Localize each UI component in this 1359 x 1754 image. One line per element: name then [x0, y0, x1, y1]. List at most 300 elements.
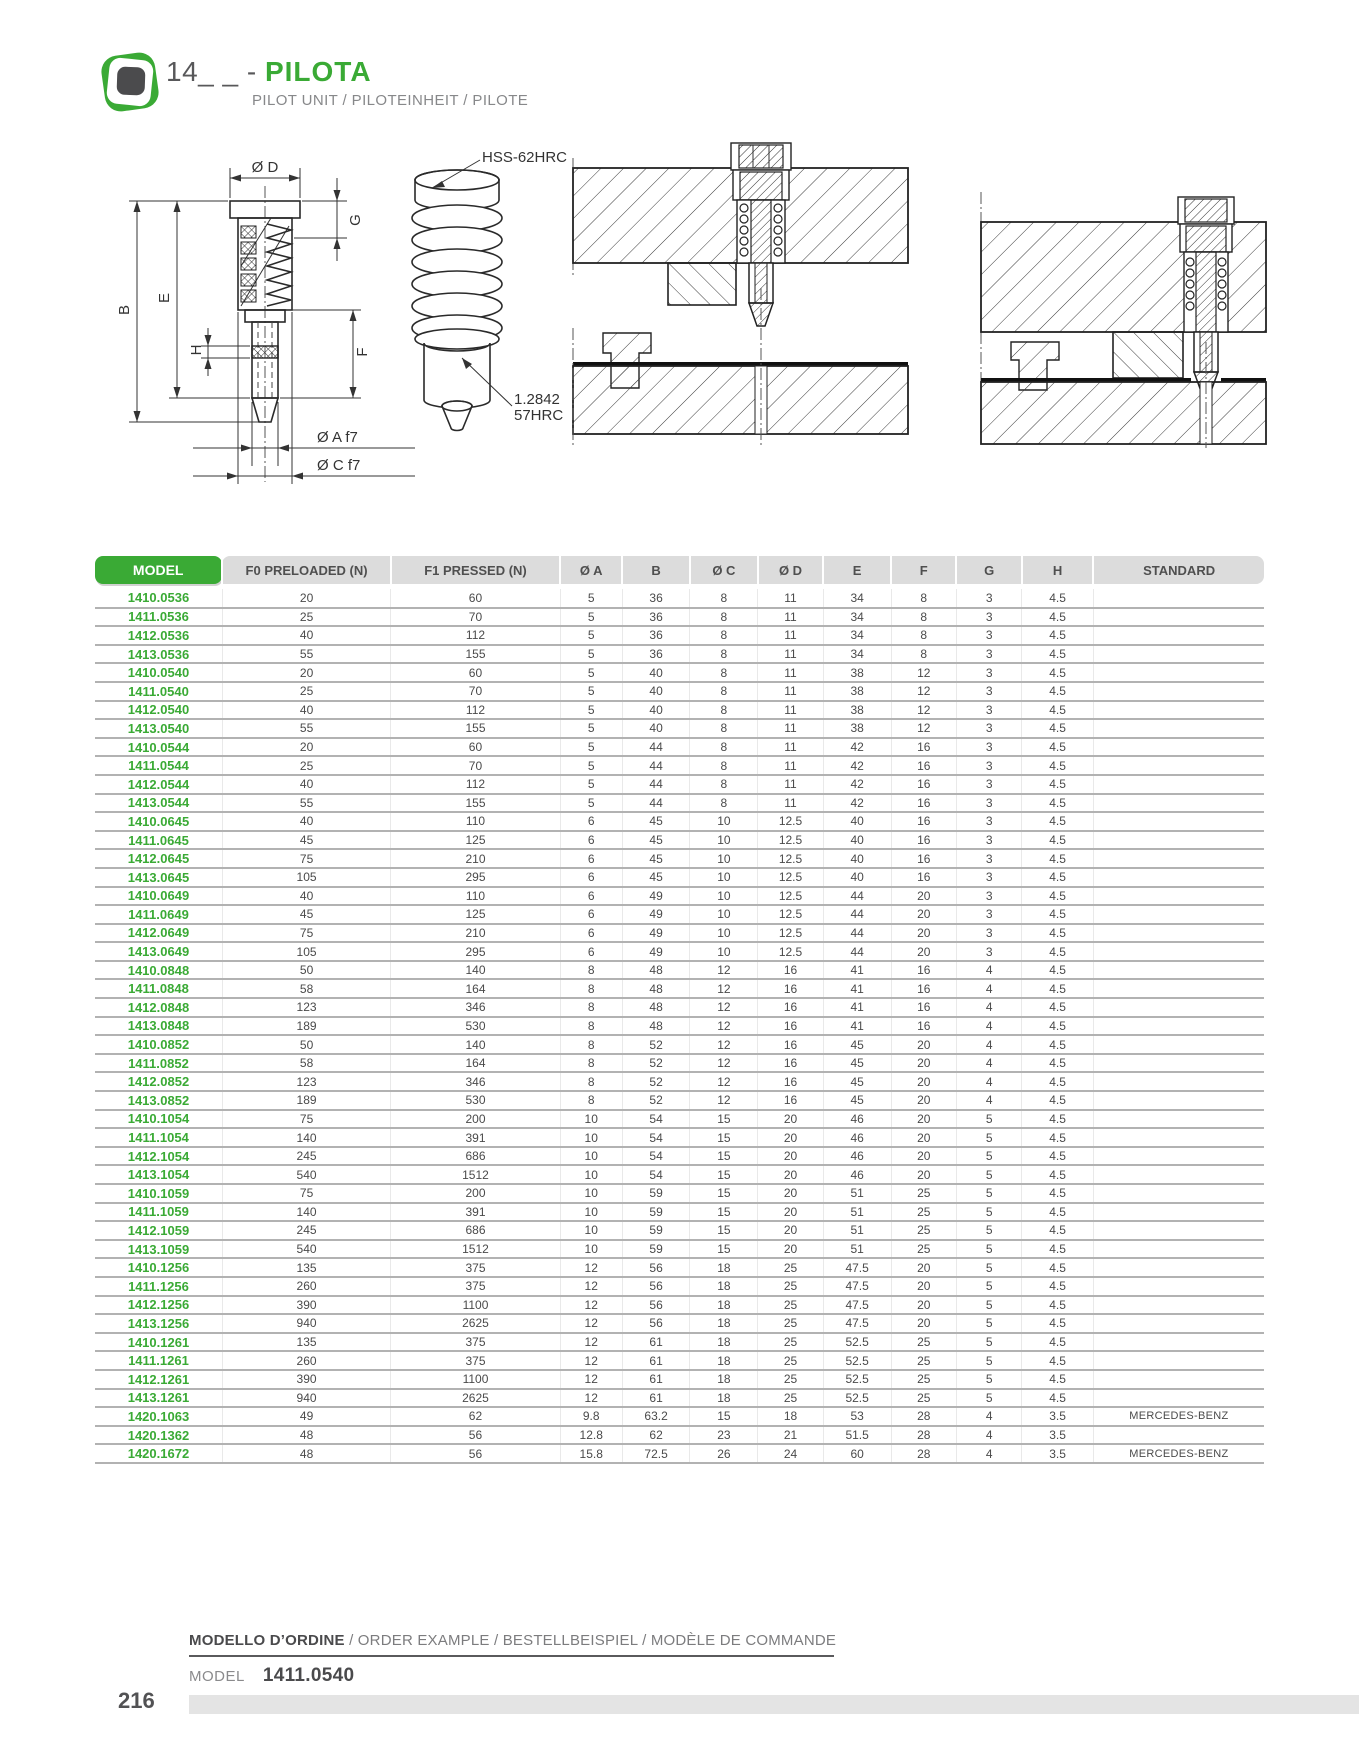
- standard-cell: [1093, 1128, 1264, 1147]
- value-cell: 12.5: [758, 849, 823, 868]
- standard-cell: [1093, 626, 1264, 645]
- value-cell: 16: [891, 756, 956, 775]
- value-cell: 20: [891, 1054, 956, 1073]
- value-cell: 18: [690, 1351, 758, 1370]
- value-cell: 105: [222, 868, 390, 887]
- model-cell: 1413.0544: [95, 794, 222, 813]
- model-cell: 1420.1063: [95, 1407, 222, 1426]
- table-row: [95, 589, 1264, 608]
- model-cell: 1413.0645: [95, 868, 222, 887]
- value-cell: 155: [391, 794, 561, 813]
- value-cell: 16: [891, 794, 956, 813]
- value-cell: 12.5: [758, 831, 823, 850]
- value-cell: 189: [222, 1091, 390, 1110]
- value-cell: 112: [391, 626, 561, 645]
- value-cell: 5: [956, 1184, 1021, 1203]
- standard-cell: [1093, 1370, 1264, 1389]
- value-cell: 10: [560, 1128, 622, 1147]
- value-cell: 5: [560, 682, 622, 701]
- value-cell: 189: [222, 1017, 390, 1036]
- value-cell: 8: [690, 794, 758, 813]
- standard-cell: [1093, 663, 1264, 682]
- value-cell: 3: [956, 831, 1021, 850]
- value-cell: 70: [391, 608, 561, 627]
- value-cell: 25: [891, 1221, 956, 1240]
- value-cell: 5: [956, 1277, 1021, 1296]
- value-cell: 12: [560, 1258, 622, 1277]
- value-cell: 390: [222, 1296, 390, 1315]
- value-cell: 4.5: [1022, 775, 1093, 794]
- standard-cell: [1093, 868, 1264, 887]
- standard-cell: [1093, 1389, 1264, 1408]
- model-cell: 1411.0852: [95, 1054, 222, 1073]
- value-cell: 5: [956, 1389, 1021, 1408]
- value-cell: 12: [690, 998, 758, 1017]
- value-cell: 75: [222, 849, 390, 868]
- value-cell: 16: [891, 868, 956, 887]
- value-cell: 20: [758, 1184, 823, 1203]
- value-cell: 3: [956, 589, 1021, 608]
- value-cell: 18: [690, 1314, 758, 1333]
- value-cell: 245: [222, 1147, 390, 1166]
- value-cell: 4.5: [1022, 1147, 1093, 1166]
- standard-cell: [1093, 1314, 1264, 1333]
- value-cell: 52.5: [823, 1351, 891, 1370]
- value-cell: 40: [222, 887, 390, 906]
- model-cell: 1413.0649: [95, 942, 222, 961]
- model-cell: 1411.1261: [95, 1351, 222, 1370]
- value-cell: 110: [391, 812, 561, 831]
- model-cell: 1413.1261: [95, 1389, 222, 1408]
- table-row: [95, 1110, 1264, 1129]
- value-cell: 10: [690, 831, 758, 850]
- value-cell: 15: [690, 1240, 758, 1259]
- model-cell: 1411.0536: [95, 608, 222, 627]
- value-cell: 4.5: [1022, 849, 1093, 868]
- value-cell: 12: [891, 701, 956, 720]
- value-cell: 164: [391, 1054, 561, 1073]
- table-row: [95, 812, 1264, 831]
- value-cell: 12: [560, 1370, 622, 1389]
- value-cell: 46: [823, 1165, 891, 1184]
- value-cell: 4.5: [1022, 1370, 1093, 1389]
- table-row: [95, 1258, 1264, 1277]
- value-cell: 16: [758, 1054, 823, 1073]
- value-cell: 18: [758, 1407, 823, 1426]
- value-cell: 23: [690, 1426, 758, 1445]
- value-cell: 16: [758, 1017, 823, 1036]
- table-row: [95, 1184, 1264, 1203]
- value-cell: 940: [222, 1389, 390, 1408]
- value-cell: 8: [560, 1054, 622, 1073]
- value-cell: 50: [222, 961, 390, 980]
- value-cell: 56: [622, 1277, 690, 1296]
- value-cell: 45: [222, 905, 390, 924]
- value-cell: 5: [956, 1333, 1021, 1352]
- value-cell: 25: [222, 608, 390, 627]
- value-cell: 45: [222, 831, 390, 850]
- value-cell: 10: [560, 1240, 622, 1259]
- value-cell: 105: [222, 942, 390, 961]
- standard-cell: [1093, 719, 1264, 738]
- value-cell: 20: [891, 1314, 956, 1333]
- value-cell: 45: [823, 1091, 891, 1110]
- value-cell: 375: [391, 1333, 561, 1352]
- standard-cell: MERCEDES-BENZ: [1093, 1444, 1264, 1463]
- value-cell: 16: [891, 961, 956, 980]
- material-body-label-2: 57HRC: [514, 407, 564, 424]
- table-row: [95, 1351, 1264, 1370]
- value-cell: 44: [823, 942, 891, 961]
- value-cell: 44: [823, 887, 891, 906]
- value-cell: 12: [891, 682, 956, 701]
- value-cell: 4.5: [1022, 1296, 1093, 1315]
- value-cell: 75: [222, 1110, 390, 1129]
- value-cell: 20: [758, 1240, 823, 1259]
- value-cell: 5: [560, 589, 622, 608]
- die-open-drawing: [563, 138, 915, 448]
- value-cell: 55: [222, 719, 390, 738]
- dim-label-e: E: [156, 292, 173, 304]
- value-cell: 40: [622, 682, 690, 701]
- value-cell: 5: [956, 1314, 1021, 1333]
- value-cell: 20: [891, 1072, 956, 1091]
- table-row: [95, 1147, 1264, 1166]
- col-header: H: [1022, 556, 1093, 584]
- value-cell: 42: [823, 775, 891, 794]
- value-cell: 391: [391, 1203, 561, 1222]
- value-cell: 112: [391, 775, 561, 794]
- value-cell: 5: [956, 1110, 1021, 1129]
- order-example-heading: [189, 1632, 837, 1649]
- value-cell: 164: [391, 979, 561, 998]
- value-cell: 25: [758, 1351, 823, 1370]
- model-cell: 1410.1256: [95, 1258, 222, 1277]
- value-cell: 8: [891, 589, 956, 608]
- model-cell: 1411.0544: [95, 756, 222, 775]
- value-cell: 20: [891, 942, 956, 961]
- value-cell: 346: [391, 998, 561, 1017]
- value-cell: 140: [391, 961, 561, 980]
- value-cell: 3.5: [1022, 1444, 1093, 1463]
- value-cell: 25: [891, 1203, 956, 1222]
- table-row: [95, 1054, 1264, 1073]
- value-cell: 8: [690, 626, 758, 645]
- standard-cell: [1093, 1277, 1264, 1296]
- value-cell: 20: [891, 1147, 956, 1166]
- value-cell: 4: [956, 1017, 1021, 1036]
- value-cell: 4: [956, 979, 1021, 998]
- value-cell: 3: [956, 849, 1021, 868]
- value-cell: 1512: [391, 1240, 561, 1259]
- value-cell: 140: [222, 1203, 390, 1222]
- table-row: [95, 1240, 1264, 1259]
- order-example-section: [189, 1632, 837, 1687]
- standard-cell: [1093, 1184, 1264, 1203]
- value-cell: 4.5: [1022, 756, 1093, 775]
- value-cell: 56: [622, 1314, 690, 1333]
- dim-label-c: Ø C f7: [317, 457, 361, 474]
- model-cell: 1411.1256: [95, 1277, 222, 1296]
- value-cell: 2625: [391, 1389, 561, 1408]
- value-cell: 16: [758, 1091, 823, 1110]
- standard-cell: [1093, 1017, 1264, 1036]
- value-cell: 8: [891, 626, 956, 645]
- value-cell: 70: [391, 682, 561, 701]
- value-cell: 54: [622, 1165, 690, 1184]
- value-cell: 75: [222, 924, 390, 943]
- value-cell: 8: [690, 645, 758, 664]
- value-cell: 4.5: [1022, 868, 1093, 887]
- model-cell: 1412.1261: [95, 1370, 222, 1389]
- value-cell: 58: [222, 1054, 390, 1073]
- value-cell: 72.5: [622, 1444, 690, 1463]
- model-cell: 1411.0540: [95, 682, 222, 701]
- value-cell: 3: [956, 905, 1021, 924]
- value-cell: 44: [622, 794, 690, 813]
- value-cell: 4.5: [1022, 831, 1093, 850]
- value-cell: 140: [222, 1128, 390, 1147]
- value-cell: 5: [560, 719, 622, 738]
- value-cell: 25: [891, 1184, 956, 1203]
- value-cell: 40: [222, 775, 390, 794]
- value-cell: 4: [956, 1054, 1021, 1073]
- value-cell: 41: [823, 1017, 891, 1036]
- table-row: [95, 979, 1264, 998]
- value-cell: 52.5: [823, 1389, 891, 1408]
- value-cell: 52: [622, 1035, 690, 1054]
- model-cell: 1410.1261: [95, 1333, 222, 1352]
- value-cell: 375: [391, 1351, 561, 1370]
- value-cell: 20: [891, 1258, 956, 1277]
- table-row: [95, 942, 1264, 961]
- value-cell: 58: [222, 979, 390, 998]
- spec-table: [95, 556, 1264, 1464]
- footer-bar: [189, 1695, 1359, 1714]
- value-cell: 54: [622, 1147, 690, 1166]
- standard-cell: [1093, 645, 1264, 664]
- value-cell: 4.5: [1022, 1017, 1093, 1036]
- model-cell: 1410.0848: [95, 961, 222, 980]
- table-row: [95, 626, 1264, 645]
- value-cell: 40: [622, 663, 690, 682]
- standard-cell: [1093, 1221, 1264, 1240]
- value-cell: 12: [690, 1072, 758, 1091]
- standard-cell: [1093, 1035, 1264, 1054]
- model-cell: 1411.0645: [95, 831, 222, 850]
- value-cell: 75: [222, 1184, 390, 1203]
- value-cell: 295: [391, 868, 561, 887]
- value-cell: 20: [891, 905, 956, 924]
- value-cell: 44: [622, 756, 690, 775]
- die-closed-drawing: [973, 192, 1271, 450]
- standard-cell: [1093, 1426, 1264, 1445]
- value-cell: 125: [391, 831, 561, 850]
- standard-cell: [1093, 924, 1264, 943]
- table-row: [95, 1296, 1264, 1315]
- value-cell: 16: [891, 979, 956, 998]
- value-cell: 61: [622, 1333, 690, 1352]
- value-cell: 4.5: [1022, 887, 1093, 906]
- value-cell: 46: [823, 1128, 891, 1147]
- standard-cell: [1093, 1165, 1264, 1184]
- value-cell: 18: [690, 1296, 758, 1315]
- value-cell: 6: [560, 924, 622, 943]
- model-cell: 1411.0848: [95, 979, 222, 998]
- value-cell: 3.5: [1022, 1407, 1093, 1426]
- value-cell: 36: [622, 626, 690, 645]
- table-row: [95, 1389, 1264, 1408]
- value-cell: 21: [758, 1426, 823, 1445]
- value-cell: 16: [758, 1035, 823, 1054]
- value-cell: 40: [222, 626, 390, 645]
- model-cell: 1412.1054: [95, 1147, 222, 1166]
- value-cell: 4.5: [1022, 682, 1093, 701]
- value-cell: 8: [560, 998, 622, 1017]
- value-cell: 5: [956, 1165, 1021, 1184]
- value-cell: 11: [758, 663, 823, 682]
- value-cell: 20: [891, 1296, 956, 1315]
- table-row: [95, 1072, 1264, 1091]
- value-cell: 5: [956, 1203, 1021, 1222]
- value-cell: 49: [622, 887, 690, 906]
- value-cell: 6: [560, 812, 622, 831]
- value-cell: 20: [891, 1165, 956, 1184]
- model-cell: 1412.0649: [95, 924, 222, 943]
- value-cell: 45: [622, 812, 690, 831]
- model-cell: 1410.0540: [95, 663, 222, 682]
- value-cell: 4.5: [1022, 738, 1093, 757]
- value-cell: 46: [823, 1110, 891, 1129]
- value-cell: 4.5: [1022, 1221, 1093, 1240]
- value-cell: 530: [391, 1091, 561, 1110]
- value-cell: 40: [823, 849, 891, 868]
- value-cell: 6: [560, 849, 622, 868]
- value-cell: 40: [222, 701, 390, 720]
- value-cell: 24: [758, 1444, 823, 1463]
- value-cell: 42: [823, 794, 891, 813]
- value-cell: 16: [891, 831, 956, 850]
- value-cell: 15: [690, 1221, 758, 1240]
- standard-cell: [1093, 775, 1264, 794]
- value-cell: 540: [222, 1165, 390, 1184]
- standard-cell: [1093, 756, 1264, 775]
- standard-cell: [1093, 589, 1264, 608]
- value-cell: 4.5: [1022, 924, 1093, 943]
- value-cell: 20: [891, 887, 956, 906]
- col-header: F: [891, 556, 956, 584]
- value-cell: 3: [956, 608, 1021, 627]
- value-cell: 41: [823, 998, 891, 1017]
- value-cell: 47.5: [823, 1296, 891, 1315]
- value-cell: 4.5: [1022, 1314, 1093, 1333]
- model-cell: 1411.0649: [95, 905, 222, 924]
- value-cell: 4.5: [1022, 1203, 1093, 1222]
- model-cell: 1412.1256: [95, 1296, 222, 1315]
- value-cell: 52.5: [823, 1333, 891, 1352]
- table-header-row: [95, 556, 1264, 584]
- col-header: Ø C: [690, 556, 758, 584]
- value-cell: 36: [622, 645, 690, 664]
- value-cell: 135: [222, 1333, 390, 1352]
- value-cell: 48: [222, 1444, 390, 1463]
- value-cell: 3.5: [1022, 1426, 1093, 1445]
- value-cell: 18: [690, 1389, 758, 1408]
- value-cell: 45: [622, 868, 690, 887]
- value-cell: 12.5: [758, 868, 823, 887]
- value-cell: 391: [391, 1128, 561, 1147]
- value-cell: 62: [622, 1426, 690, 1445]
- value-cell: 8: [690, 589, 758, 608]
- value-cell: 375: [391, 1258, 561, 1277]
- standard-cell: [1093, 1091, 1264, 1110]
- value-cell: 4.5: [1022, 1165, 1093, 1184]
- value-cell: 42: [823, 756, 891, 775]
- value-cell: 59: [622, 1221, 690, 1240]
- value-cell: 54: [622, 1128, 690, 1147]
- model-cell: 1410.0536: [95, 589, 222, 608]
- value-cell: 56: [622, 1296, 690, 1315]
- value-cell: 4.5: [1022, 1240, 1093, 1259]
- value-cell: 40: [823, 868, 891, 887]
- value-cell: 15.8: [560, 1444, 622, 1463]
- value-cell: 15: [690, 1165, 758, 1184]
- value-cell: 200: [391, 1184, 561, 1203]
- value-cell: 40: [622, 719, 690, 738]
- model-cell: 1413.0540: [95, 719, 222, 738]
- value-cell: 25: [758, 1258, 823, 1277]
- standard-cell: [1093, 794, 1264, 813]
- value-cell: 16: [758, 1072, 823, 1091]
- model-cell: 1413.1054: [95, 1165, 222, 1184]
- table-row: [95, 663, 1264, 682]
- value-cell: 20: [758, 1203, 823, 1222]
- value-cell: 11: [758, 719, 823, 738]
- value-cell: 52: [622, 1091, 690, 1110]
- table-row: [95, 1277, 1264, 1296]
- table-row: [95, 1203, 1264, 1222]
- col-header: G: [956, 556, 1021, 584]
- value-cell: 8: [690, 608, 758, 627]
- value-cell: 8: [891, 645, 956, 664]
- standard-cell: [1093, 887, 1264, 906]
- value-cell: 3: [956, 868, 1021, 887]
- value-cell: 10: [560, 1221, 622, 1240]
- value-cell: 3: [956, 942, 1021, 961]
- table-row: [95, 682, 1264, 701]
- value-cell: 16: [758, 961, 823, 980]
- value-cell: 4.5: [1022, 1054, 1093, 1073]
- value-cell: 4: [956, 1035, 1021, 1054]
- table-row: [95, 1333, 1264, 1352]
- value-cell: 11: [758, 794, 823, 813]
- value-cell: 11: [758, 608, 823, 627]
- model-cell: 1410.0649: [95, 887, 222, 906]
- value-cell: 260: [222, 1277, 390, 1296]
- value-cell: 6: [560, 942, 622, 961]
- value-cell: 3: [956, 682, 1021, 701]
- dim-label-g: G: [347, 214, 364, 226]
- value-cell: 48: [622, 998, 690, 1017]
- value-cell: 10: [560, 1110, 622, 1129]
- page-subtitle: PILOT UNIT / PILOTEINHEIT / PILOTE: [252, 92, 529, 109]
- value-cell: 5: [956, 1351, 1021, 1370]
- value-cell: 36: [622, 608, 690, 627]
- value-cell: 49: [622, 942, 690, 961]
- value-cell: 16: [891, 775, 956, 794]
- value-cell: 16: [891, 738, 956, 757]
- standard-cell: [1093, 1203, 1264, 1222]
